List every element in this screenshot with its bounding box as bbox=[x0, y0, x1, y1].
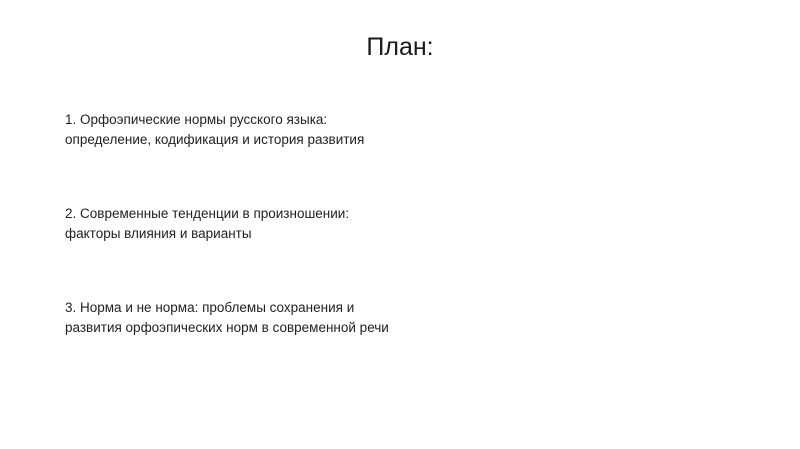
plan-item-3-line-2: развития орфоэпических норм в современной речи bbox=[65, 320, 389, 335]
plan-item-3-line-1: 3. Норма и не норма: проблемы сохранения и bbox=[65, 300, 355, 315]
plan-item-2-line-2: факторы влияния и варианты bbox=[65, 226, 252, 241]
plan-item-2 bbox=[65, 204, 535, 244]
plan-item-1-line-1: 1. Орфоэпические нормы русского языка: bbox=[65, 112, 328, 127]
plan-item-1 bbox=[65, 110, 535, 150]
plan-item-3 bbox=[65, 298, 535, 338]
plan-item-1-line-2: определение, кодификация и история развития bbox=[65, 132, 365, 147]
slide-title: План: bbox=[366, 33, 434, 61]
plan-item-2-line-1: 2. Современные тенденции в произношении: bbox=[65, 206, 350, 221]
